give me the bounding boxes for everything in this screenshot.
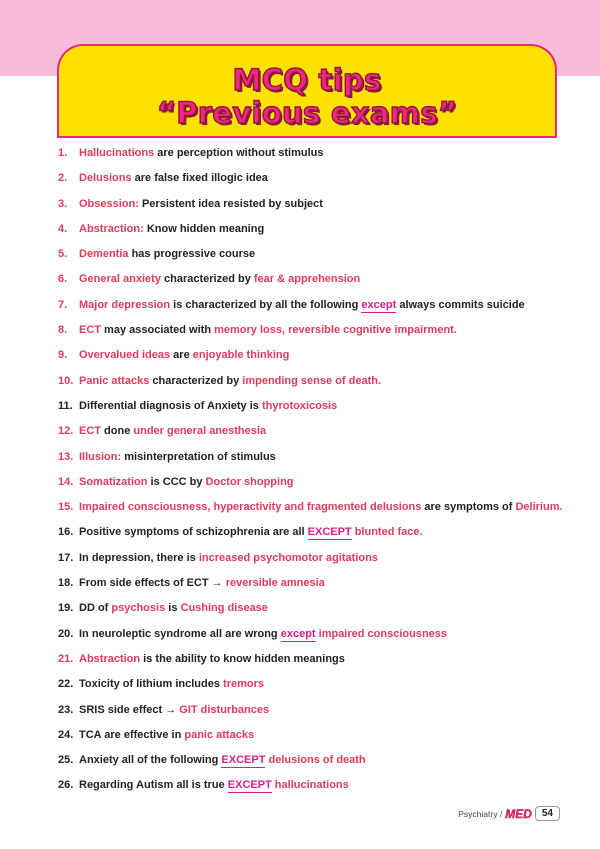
tip-item [58, 523, 563, 548]
tip-item [58, 372, 563, 397]
tip-text: is CCC by [147, 475, 206, 488]
tip-text: Anxiety all of the following [79, 754, 222, 767]
tip-highlight: panic attacks [184, 728, 255, 741]
tip-highlight: fear & apprehension [253, 273, 361, 286]
tip-highlight: Overvalued ideas [79, 349, 171, 362]
tip-text: Know hidden meaning [143, 222, 265, 235]
tip-highlight: General anxiety [79, 273, 161, 286]
tip-highlight: Doctor shopping [205, 475, 294, 488]
tip-item [58, 625, 563, 650]
tip-text: Differential diagnosis of Anxiety is [79, 399, 262, 412]
tip-highlight: Delusions [79, 172, 132, 185]
tip-text: In neuroleptic syndrome all are wrong [79, 627, 281, 640]
tip-item [58, 473, 563, 498]
page-number: 54 [535, 806, 560, 821]
tip-highlight: psychosis [111, 602, 166, 615]
tip-text: is characterized by all the following [170, 298, 362, 311]
tip-number: 9. [58, 349, 68, 362]
tip-text: In depression, there is [79, 551, 199, 564]
tip-number: 2. [58, 172, 68, 185]
tip-text: characterized by [149, 374, 243, 387]
tip-item [58, 422, 563, 447]
tip-number: 8. [58, 324, 68, 337]
tip-item [58, 599, 563, 624]
tip-number: 11. [58, 399, 73, 412]
tip-highlight: reversible amnesia [225, 577, 325, 590]
tip-highlight: Illusion: [79, 450, 122, 463]
tip-highlight: under general anesthesia [133, 425, 267, 438]
tip-highlight: Abstraction [79, 652, 141, 665]
tip-item [58, 675, 563, 700]
tip-number: 24. [58, 728, 74, 741]
tip-text: From side effects of ECT → [79, 577, 226, 590]
tip-number: 22. [58, 678, 74, 691]
tip-highlight: delusions of death [265, 754, 366, 767]
tip-number: 16. [58, 526, 74, 539]
tip-highlight: Cushing disease [180, 602, 268, 615]
tip-highlight: Abstraction: [79, 222, 144, 235]
tip-item [58, 650, 563, 675]
tip-number: 23. [58, 703, 74, 716]
tip-text: Positive symptoms of schizophrenia are all [79, 526, 308, 539]
tip-number: 10. [58, 374, 74, 387]
tip-highlight: memory loss, reversible cognitive impairment. [214, 324, 457, 337]
tip-highlight: Impaired consciousness, hyperactivity and fragmented delusions [79, 501, 422, 514]
tip-highlight: ECT [79, 425, 101, 438]
tip-highlight: blunted face. [351, 526, 423, 539]
tip-item [58, 144, 563, 169]
tip-highlight: enjoyable thinking [192, 349, 290, 362]
tip-number: 14. [58, 475, 74, 488]
tip-item [58, 448, 563, 473]
brand-logo: MED [505, 806, 532, 821]
tip-text: has progressive course [128, 248, 256, 261]
page-subtitle: “Previous exams” [156, 96, 458, 130]
tip-number: 12. [58, 425, 74, 438]
tip-item [58, 751, 563, 776]
tips-list [58, 144, 563, 802]
tip-text: Toxicity of lithium includes [79, 678, 224, 691]
tip-keyword-underlined: except [361, 298, 397, 311]
tip-text: characterized by [160, 273, 254, 286]
tip-text: DD of [79, 602, 112, 615]
tip-highlight: Panic attacks [79, 374, 150, 387]
tip-text: TCA are effective in [79, 728, 185, 741]
tip-number: 3. [58, 197, 68, 210]
tip-highlight: increased psychomotor agitations [198, 551, 378, 564]
tip-highlight: Obsession: [79, 197, 139, 210]
tip-text: Regarding Autism all is true [79, 779, 228, 792]
tip-highlight: Delirium. [515, 501, 563, 514]
tip-number: 21. [58, 652, 74, 665]
footer-subject: Psychiatry / [458, 808, 503, 819]
tip-keyword-underlined: except [280, 627, 316, 640]
tip-item [58, 498, 563, 523]
tip-item [58, 346, 563, 371]
tip-highlight: tremors [223, 678, 264, 691]
page-footer [458, 806, 560, 821]
tip-text: is [165, 602, 181, 615]
tip-keyword-underlined: EXCEPT [307, 526, 352, 539]
tip-text: are perception without stimulus [154, 147, 324, 159]
tip-number: 5. [58, 248, 68, 261]
tip-highlight: Hallucinations [79, 147, 155, 159]
tip-text: misinterpretation of stimulus [121, 450, 276, 463]
tip-item [58, 549, 563, 574]
tip-highlight: Somatization [79, 475, 148, 488]
tip-highlight: Major depression [79, 298, 171, 311]
tip-highlight: Dementia [79, 248, 129, 261]
tip-text: is the ability to know hidden meanings [140, 652, 345, 665]
tip-item [58, 321, 563, 346]
tip-item [58, 270, 563, 295]
tip-text: are [170, 349, 193, 362]
tip-item [58, 574, 563, 599]
tip-text: are symptoms of [421, 501, 516, 514]
tip-item [58, 245, 563, 270]
tip-item [58, 701, 563, 726]
tip-keyword-underlined: EXCEPT [221, 754, 266, 767]
tip-highlight: hallucinations [271, 779, 349, 792]
title-box [57, 44, 557, 136]
tip-number: 15. [58, 501, 74, 514]
tip-number: 6. [58, 273, 68, 286]
tip-number: 13. [58, 450, 74, 463]
tip-highlight: impaired consciousness [315, 627, 448, 640]
tip-text: done [101, 425, 134, 438]
tip-highlight: ECT [79, 324, 101, 337]
tip-number: 26. [58, 779, 74, 792]
tip-number: 19. [58, 602, 74, 615]
tip-text: may associated with [101, 324, 215, 337]
tip-highlight: GIT disturbances [179, 703, 270, 716]
tip-number: 17. [58, 551, 74, 564]
title-divider [57, 136, 557, 138]
tip-item [58, 169, 563, 194]
tip-number: 18. [58, 577, 74, 590]
page-title: MCQ tips [232, 63, 382, 97]
tip-item [58, 220, 563, 245]
tip-number: 7. [58, 298, 68, 311]
tip-item [58, 776, 563, 801]
tip-number: 1. [58, 147, 68, 159]
tip-item [58, 397, 563, 422]
tip-highlight: impending sense of death. [242, 374, 382, 387]
tip-text: SRIS side effect → [79, 703, 180, 716]
tip-number: 4. [58, 222, 68, 235]
tip-keyword-underlined: EXCEPT [227, 779, 272, 792]
tip-highlight: thyrotoxicosis [261, 399, 338, 412]
tip-text: always commits suicide [396, 298, 525, 311]
tip-item [58, 195, 563, 220]
tip-text: are false fixed illogic idea [131, 172, 268, 185]
tip-item [58, 296, 563, 321]
tip-number: 20. [58, 627, 74, 640]
tip-text: Persistent idea resisted by subject [138, 197, 323, 210]
tip-number: 25. [58, 754, 74, 767]
tip-item [58, 726, 563, 751]
